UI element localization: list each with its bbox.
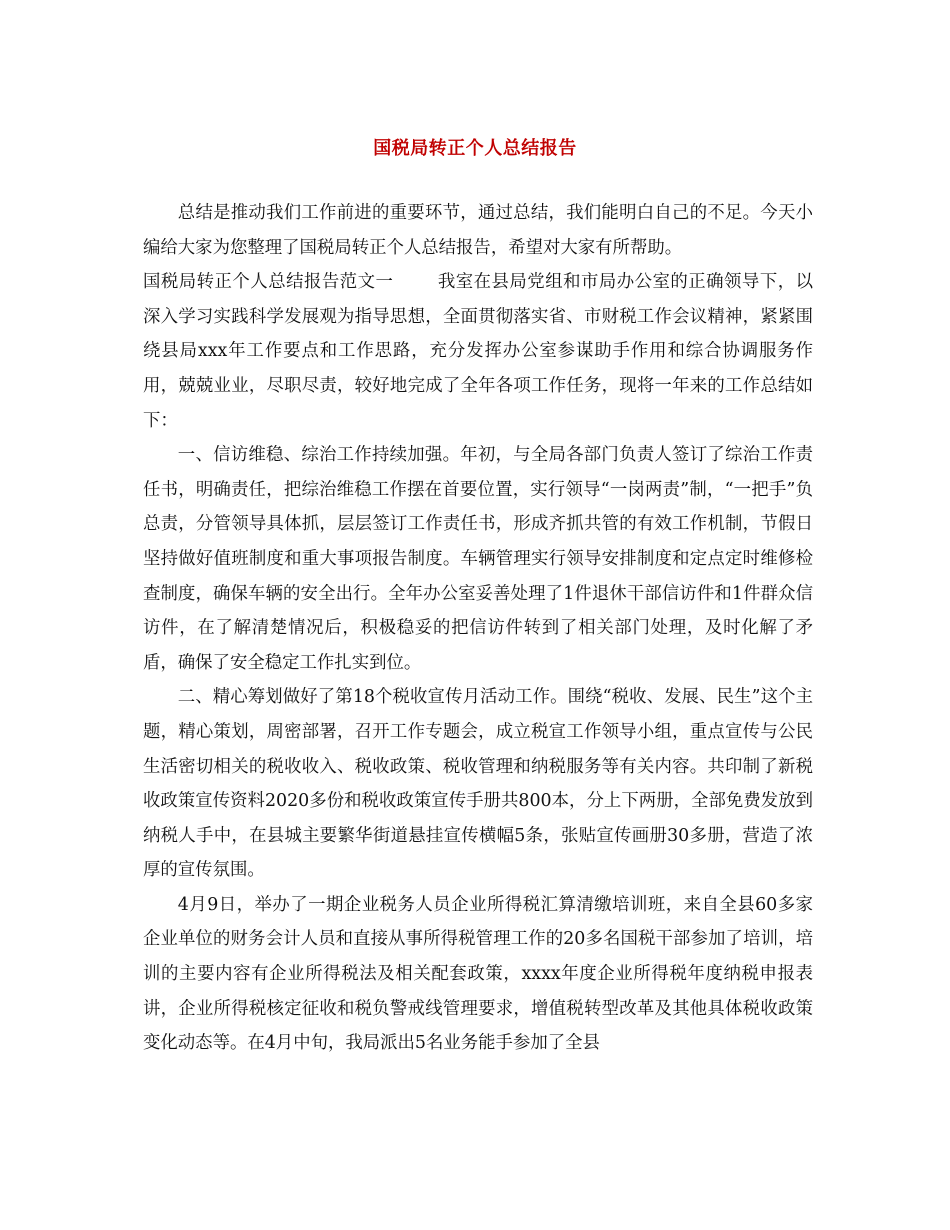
sample-label: 国税局转正个人总结报告范文一 — [143, 272, 394, 293]
document-title: 国税局转正个人总结报告 — [373, 138, 577, 159]
section-2-paragraph: 二、精心筹划做好了第18个税收宣传月活动工作。围绕“税收、发展、民生”这个主题，精心策划，周密部署，召开工作专题会，成立税宣工作领导小组，重点宣传与公民生活密切相关的税收收入、税收政策、税收管理和纳税服务等有关内容。共印制了新税收政策宣传资料2020多份和税收政策宣传手册共800本，分上下两册，全部免费发放到纳税人手中，在县城主要繁华街道悬挂宣传横幅5条，张贴宣传画册30多册，营造了浓厚的宣传氛围。 — [143, 687, 813, 881]
intro-paragraph: 总结是推动我们工作前进的重要环节，通过总结，我们能明白自己的不足。今天小编给大家为您整理了国税局转正个人总结报告，希望对大家有所帮助。 — [143, 203, 813, 258]
section-3-paragraph: 4月9日，举办了一期企业税务人员企业所得税汇算清缴培训班，来自全县60多家企业单位的财务会计人员和直接从事所得税管理工作的20多名国税干部参加了培训，培训的主要内容有企业所得税法及相关配套政策，xxxx年度企业所得税年度纳税申报表讲，企业所得税核定征收和税负警戒线管理要求，增值税转型改革及其他具体税收政策变化动态等。在4月中旬，我局派出5名业务能手参加了全县 — [143, 894, 813, 1054]
sample-paragraph — [143, 265, 813, 438]
section-1-paragraph: 一、信访维稳、综治工作持续加强。年初，与全局各部门负责人签订了综治工作责任书，明确责任，把综治维稳工作摆在首要位置，实行领导“一岗两责”制，“一把手”负总责，分管领导具体抓，层层签订工作责任书，形成齐抓共管的有效工作机制，节假日坚持做好值班制度和重大事项报告制度。车辆管理实行领导安排制度和定点定时维修检查制度，确保车辆的安全出行。全年办公室妥善处理了1件退休干部信访件和1件群众信访件，在了解清楚情况后，积极稳妥的把信访件转到了相关部门处理，及时化解了矛盾，确保了安全稳定工作扎实到位。 — [143, 445, 813, 673]
sample-body: 我室在县局党组和市局办公室的正确领导下，以深入学习实践科学发展观为指导思想，全面贯彻落实省、市财税工作会议精神，紧紧围绕县局xxx年工作要点和工作思路，充分发挥办公室参谋助手作用和综合协调服务作用，兢兢业业，尽职尽责，较好地完成了全年各项工作任务，现将一年来的工作总结如下： — [143, 272, 813, 431]
document-body — [143, 196, 813, 1061]
